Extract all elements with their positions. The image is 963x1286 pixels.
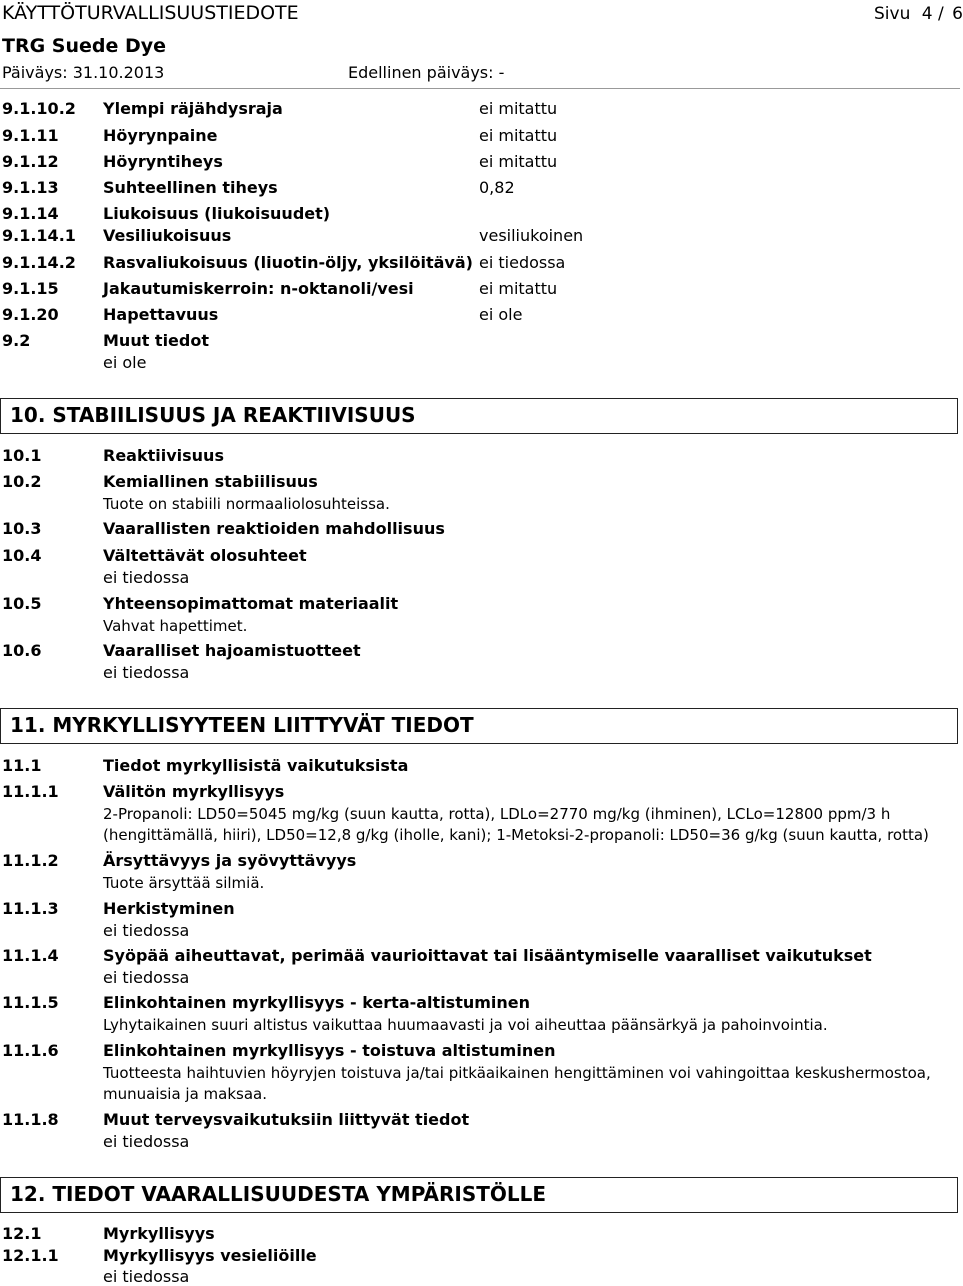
page-label: Sivu (874, 4, 911, 24)
page-total: 6 (952, 4, 963, 24)
row-label: Reaktiivisuus (103, 446, 224, 465)
row-label: Ärsyttävyys ja syövyttävyys (103, 851, 357, 870)
row-label: Rasvaliukoisuus (liuotin-öljy, yksilöitävä) (103, 253, 473, 272)
row-number: 9.1.20 (2, 305, 59, 324)
row-label: Elinkohtainen myrkyllisyys - kerta-altistuminen (103, 993, 531, 1012)
row-value: ei tiedossa (479, 253, 566, 272)
row-number: 9.2 (2, 331, 31, 350)
row-number: 10.1 (2, 446, 42, 465)
row-number: 11.1.2 (2, 851, 59, 870)
page-indicator (874, 4, 963, 24)
row-number: 11.1 (2, 756, 42, 775)
row-detail: Lyhytaikainen suuri altistus vaikuttaa huumaavasti ja voi aiheuttaa päänsärkyä ja pahoinvointia. (103, 1016, 828, 1034)
row-number: 10.6 (2, 641, 42, 660)
row-detail: Vahvat hapettimet. (103, 617, 248, 635)
product-name: TRG Suede Dye (2, 35, 167, 57)
row-number: 10.3 (2, 519, 42, 538)
row-label: Liukoisuus (liukoisuudet) (103, 204, 331, 223)
row-label: Vaarallisten reaktioiden mahdollisuus (103, 519, 445, 538)
header-divider (0, 88, 960, 89)
row-label: Muut tiedot (103, 331, 209, 350)
row-number: 10.2 (2, 472, 42, 491)
section-11-header (0, 708, 958, 744)
row-number: 11.1.6 (2, 1041, 59, 1060)
section-title: 10. STABIILISUUS JA REAKTIIVISUUS (10, 403, 416, 427)
section-12-header (0, 1177, 958, 1213)
row-number: 11.1.4 (2, 946, 59, 965)
row-value: ei mitattu (479, 279, 558, 298)
row-detail: ei tiedossa (103, 1132, 190, 1151)
row-number: 9.1.13 (2, 178, 59, 197)
issue-date: Päiväys: 31.10.2013 (2, 63, 165, 82)
row-label: Elinkohtainen myrkyllisyys - toistuva altistuminen (103, 1041, 556, 1060)
previous-date: Edellinen päiväys: - (348, 63, 505, 82)
row-value: ei mitattu (479, 152, 558, 171)
row-number: 9.1.15 (2, 279, 59, 298)
section-10-header (0, 398, 958, 434)
row-value: ei mitattu (479, 99, 558, 118)
row-label: Suhteellinen tiheys (103, 178, 278, 197)
row-label: Jakautumiskerroin: n-oktanoli/vesi (103, 279, 414, 298)
section-title: 12. TIEDOT VAARALLISUUDESTA YMPÄRISTÖLLE (10, 1182, 547, 1206)
row-label: Ylempi räjähdysraja (103, 99, 283, 118)
row-number: 10.4 (2, 546, 42, 565)
row-number: 9.1.12 (2, 152, 59, 171)
row-number: 11.1.1 (2, 782, 59, 801)
row-detail: ei tiedossa (103, 568, 190, 587)
row-detail: ei tiedossa (103, 1267, 190, 1286)
page-current: 4 (921, 4, 933, 24)
row-label: Yhteensopimattomat materiaalit (103, 594, 399, 613)
row-detail: Tuotteesta haihtuvien höyryjen toistuva ja/tai pitkäaikainen hengittäminen voi vahingoittaa keskushermostoa, (103, 1064, 931, 1082)
row-detail: Tuote on stabiili normaaliolosuhteissa. (103, 495, 390, 513)
row-label: Välitön myrkyllisyys (103, 782, 285, 801)
row-number: 12.1 (2, 1224, 42, 1243)
row-detail: Tuote ärsyttää silmiä. (103, 874, 265, 892)
row-detail-continued: (hengittämällä, hiiri), LD50=12,8 g/kg (iholle, kani); 1-Metoksi-2-propanoli: LD50=36 g/kg (suun kautta, rotta) (103, 826, 929, 844)
page-separator: / (938, 4, 944, 24)
document-title: KÄYTTÖTURVALLISUUSTIEDOTE (2, 2, 299, 24)
row-detail-continued: munuaisia ja maksaa. (103, 1085, 268, 1103)
row-number: 9.1.14.1 (2, 226, 76, 245)
row-label: Kemiallinen stabiilisuus (103, 472, 318, 491)
row-label: Vältettävät olosuhteet (103, 546, 307, 565)
row-detail: ei tiedossa (103, 968, 190, 987)
row-number: 11.1.3 (2, 899, 59, 918)
row-label: Myrkyllisyys (103, 1224, 215, 1243)
row-detail: ei tiedossa (103, 921, 190, 940)
row-number: 11.1.8 (2, 1110, 59, 1129)
row-number: 12.1.1 (2, 1246, 59, 1265)
row-number: 11.1.5 (2, 993, 59, 1012)
row-value: ei mitattu (479, 126, 558, 145)
row-label: Syöpää aiheuttavat, perimää vaurioittavat tai lisääntymiselle vaaralliset vaikutukset (103, 946, 872, 965)
row-label: Muut terveysvaikutuksiin liittyvät tiedot (103, 1110, 470, 1129)
row-label: Vesiliukoisuus (103, 226, 232, 245)
row-detail: ei tiedossa (103, 663, 190, 682)
row-number: 9.1.10.2 (2, 99, 76, 118)
row-number: 9.1.14.2 (2, 253, 76, 272)
row-label: Vaaralliset hajoamistuotteet (103, 641, 361, 660)
row-detail: ei ole (103, 353, 147, 372)
row-label: Höyryntiheys (103, 152, 223, 171)
row-label: Hapettavuus (103, 305, 219, 324)
row-number: 10.5 (2, 594, 42, 613)
row-number: 9.1.11 (2, 126, 59, 145)
row-label: Herkistyminen (103, 899, 235, 918)
row-label: Tiedot myrkyllisistä vaikutuksista (103, 756, 409, 775)
row-label: Myrkyllisyys vesieliöille (103, 1246, 317, 1265)
row-detail: 2-Propanoli: LD50=5045 mg/kg (suun kautta, rotta), LDLo=2770 mg/kg (ihminen), LCLo=12800 ppm/3 h (103, 805, 891, 823)
row-number: 9.1.14 (2, 204, 59, 223)
section-title: 11. MYRKYLLISYYTEEN LIITTYVÄT TIEDOT (10, 713, 474, 737)
row-value: 0,82 (479, 178, 515, 197)
row-value: ei ole (479, 305, 523, 324)
row-label: Höyrynpaine (103, 126, 218, 145)
row-value: vesiliukoinen (479, 226, 584, 245)
